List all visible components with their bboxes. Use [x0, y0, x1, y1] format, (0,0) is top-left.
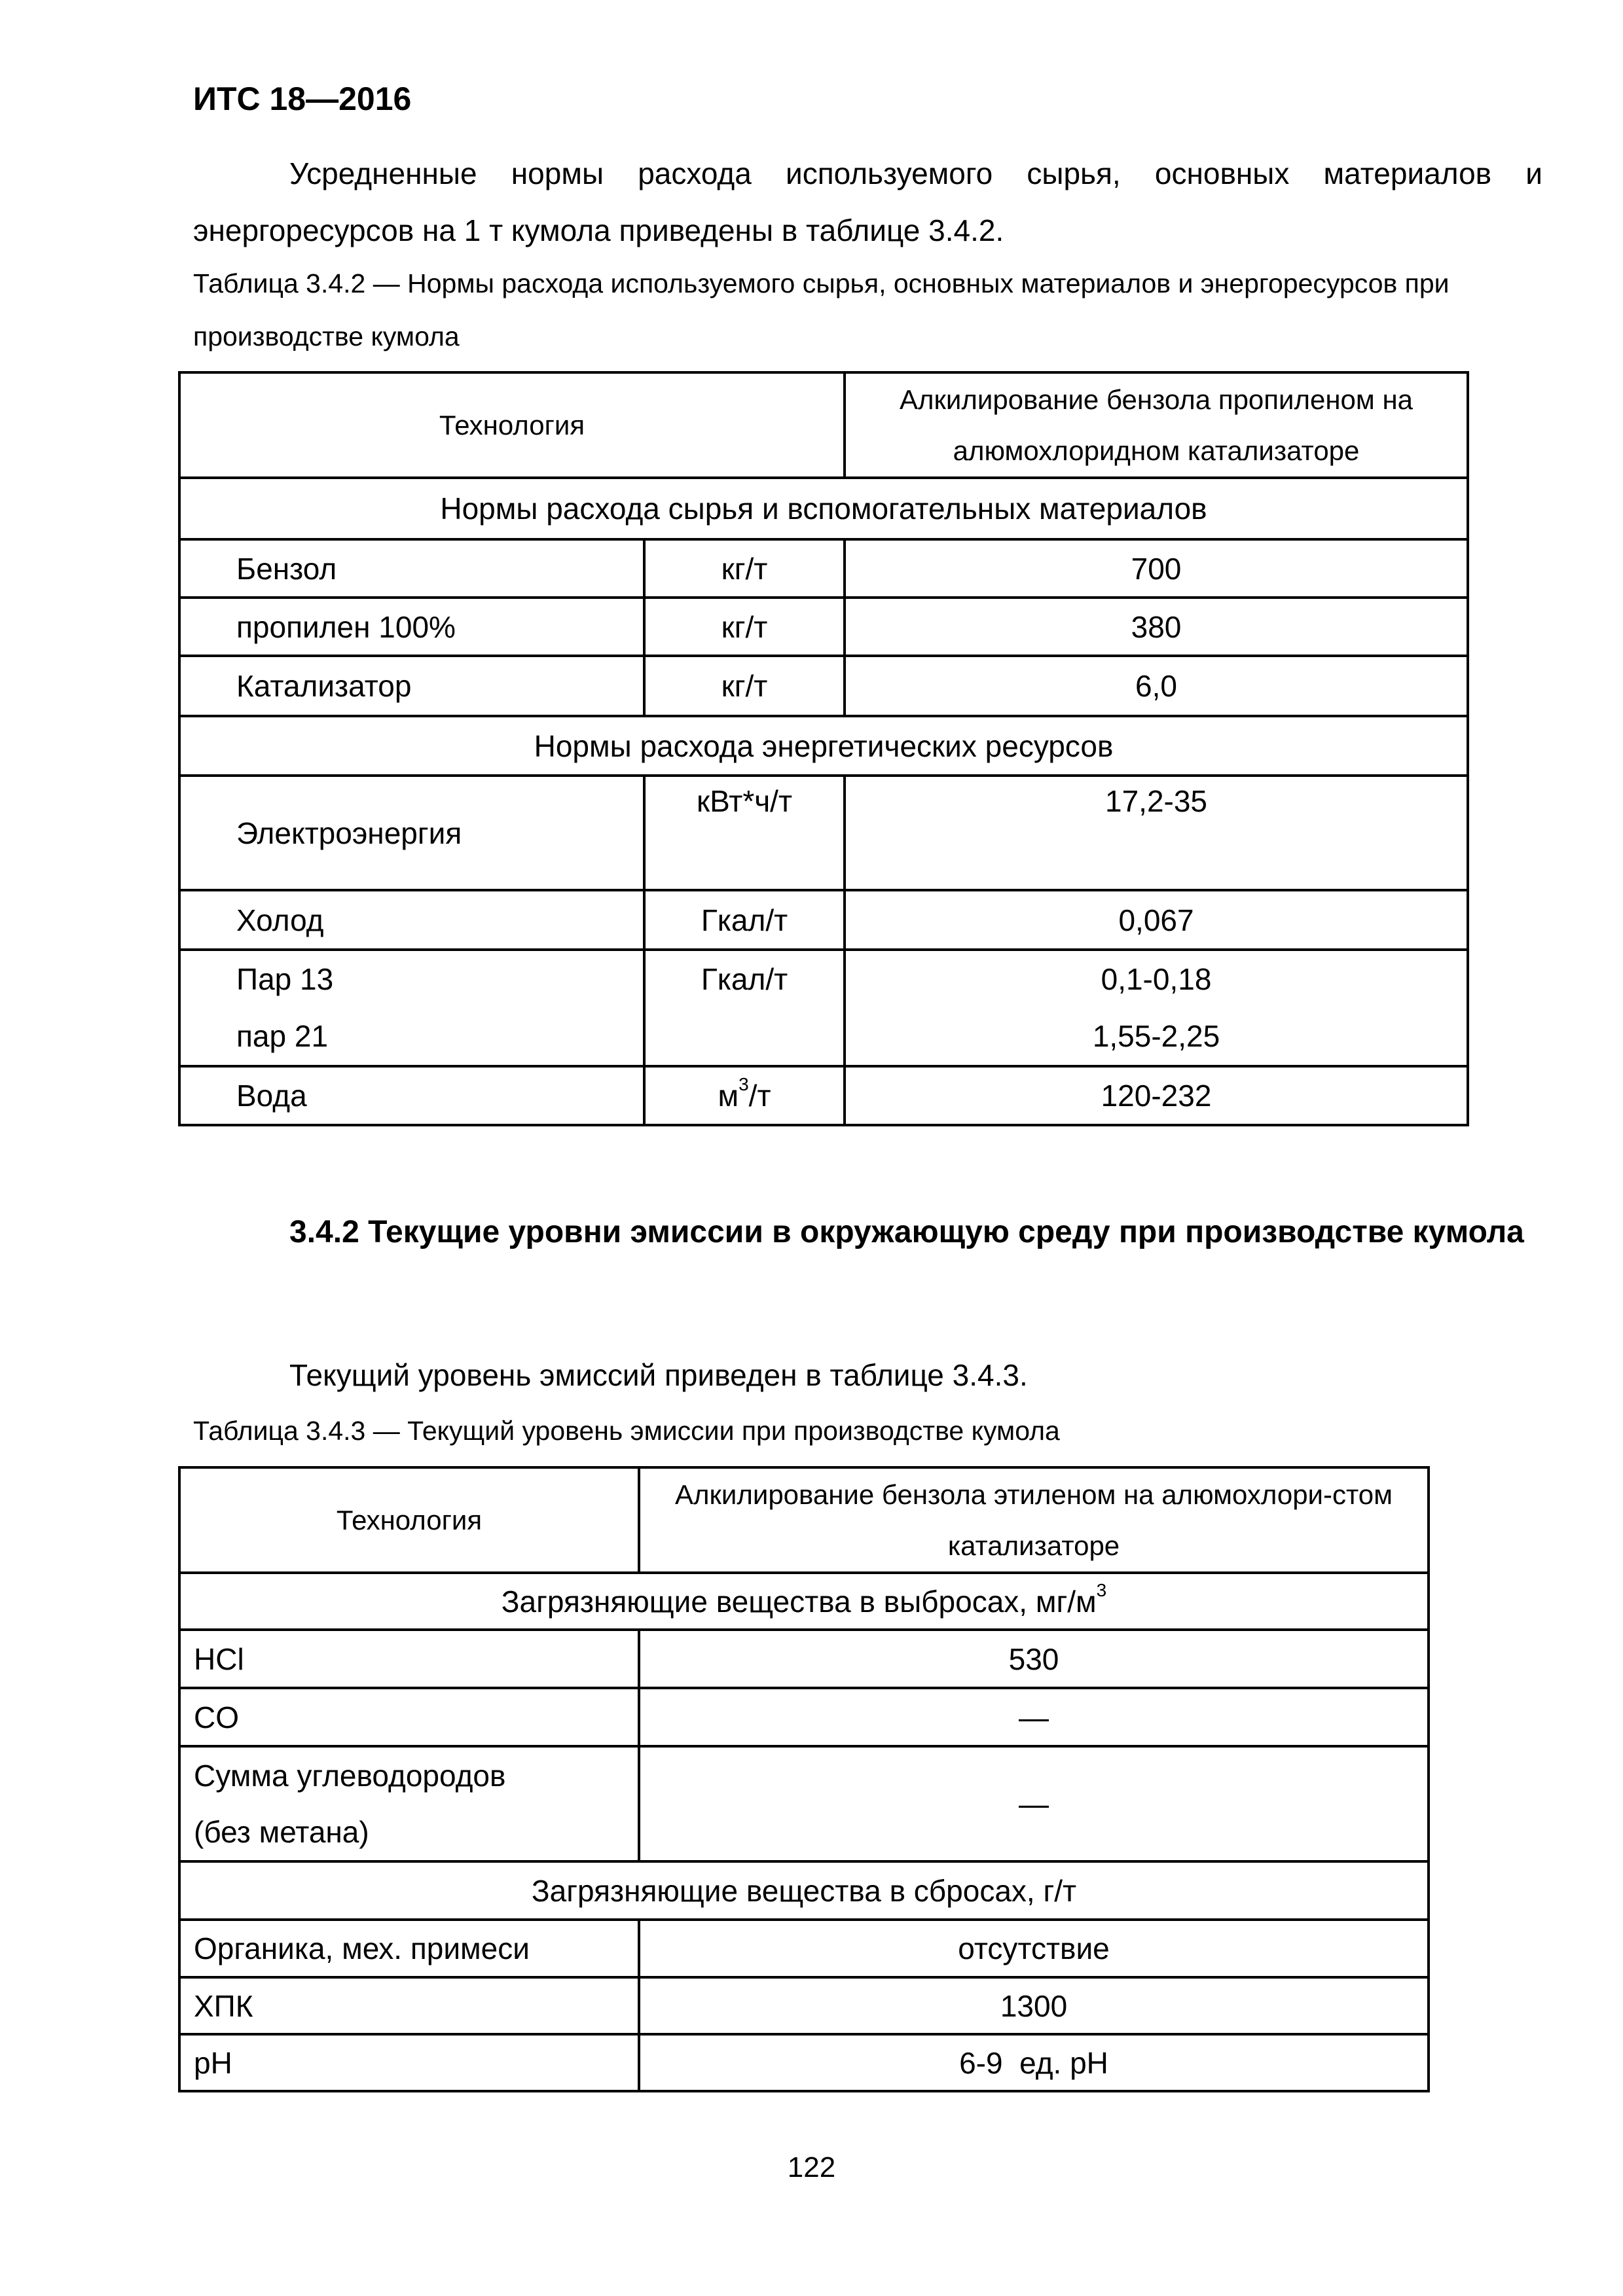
cell-name: Электроэнергия: [179, 776, 644, 890]
cell-unit: Гкал/т: [644, 890, 845, 950]
cell-name: Катализатор: [179, 656, 644, 716]
header-process: Алкилирование бензола пропиленом на алюмохлоридном катализаторе: [845, 372, 1468, 478]
unit-superscript: 3: [739, 1074, 749, 1094]
cell-value: 1300: [639, 1977, 1429, 2034]
header-technology: Технология: [179, 372, 845, 478]
cell-unit: кг/т: [644, 656, 845, 716]
cell-name-line1: Пар 13: [236, 962, 334, 996]
cell-value: 6,0: [845, 656, 1468, 716]
table-row: [179, 656, 1468, 716]
table-row: [179, 2034, 1429, 2091]
cell-name: pH: [179, 2034, 639, 2091]
section-text: Загрязняющие вещества в выбросах, мг/м: [501, 1584, 1097, 1619]
cell-name-line2: пар 21: [236, 1019, 329, 1053]
cell-name: HCl: [179, 1630, 639, 1688]
cell-name: Органика, мех. примеси: [179, 1920, 639, 1977]
table-row: [179, 539, 1468, 598]
cell-value: [845, 950, 1468, 1066]
header-process: Алкилирование бензола этиленом на алюмохлори-стом катализаторе: [639, 1467, 1429, 1573]
table1-caption: Таблица 3.4.2 — Нормы расхода используемого сырья, основных материалов и энергоресурсов при производстве кумола: [193, 268, 1450, 351]
page-number: 122: [787, 2151, 836, 2183]
cell-name-line2: (без метана): [194, 1815, 369, 1849]
table-row: [179, 1688, 1429, 1746]
cell-name: [179, 950, 644, 1066]
unit-rest: /т: [748, 1079, 771, 1113]
section-raw-materials: Нормы расхода сырья и вспомогательных материалов: [179, 478, 1468, 539]
emissions-paragraph: Текущий уровень эмиссий приведен в таблице 3.4.3.: [289, 1358, 1028, 1392]
cell-unit: [644, 1066, 845, 1125]
cell-unit: кг/т: [644, 539, 845, 598]
cell-name: пропилен 100%: [179, 598, 644, 656]
section-air-emissions: [179, 1573, 1429, 1630]
section-energy: Нормы расхода энергетических ресурсов: [179, 716, 1468, 776]
cell-name: [179, 1746, 639, 1861]
cell-value: 530: [639, 1630, 1429, 1688]
table-row: [179, 776, 1468, 890]
cell-value: отсутствие: [639, 1920, 1429, 1977]
table-row: [179, 1630, 1429, 1688]
table-row: [179, 598, 1468, 656]
cell-value: 700: [845, 539, 1468, 598]
cell-value: 380: [845, 598, 1468, 656]
table-3-4-3: [178, 1466, 1430, 2092]
cell-value-line1: 0,1-0,18: [1101, 962, 1212, 996]
header-technology: Технология: [179, 1467, 639, 1573]
cell-name: CO: [179, 1688, 639, 1746]
section-water-discharges: Загрязняющие вещества в сбросах, г/т: [179, 1861, 1429, 1920]
document-header: ИТС 18—2016: [193, 81, 412, 117]
cell-value-line2: 1,55-2,25: [1092, 1019, 1220, 1053]
table-row: [179, 950, 1468, 1066]
cell-name: Бензол: [179, 539, 644, 598]
table-row: [179, 1977, 1429, 2034]
table-row: [179, 890, 1468, 950]
cell-name: Вода: [179, 1066, 644, 1125]
cell-unit: Гкал/т: [644, 950, 845, 1066]
cell-unit: кг/т: [644, 598, 845, 656]
section-heading: 3.4.2 Текущие уровни эмиссии в окружающую среду при производстве кумола: [289, 1215, 1524, 1249]
cell-name-line1: Сумма углеводородов: [194, 1759, 506, 1793]
cell-value: 17,2-35: [845, 776, 1468, 890]
table-row: [179, 1746, 1429, 1861]
unit-base: м: [718, 1079, 739, 1113]
intro-paragraph: Усредненные нормы расхода используемого сырья, основных материалов и энергоресурсов на 1 т кумола приведены в таблице 3.4.2.: [193, 156, 1542, 247]
cell-value: —: [639, 1688, 1429, 1746]
table2-caption: Таблица 3.4.3 — Текущий уровень эмиссии при производстве кумола: [193, 1416, 1060, 1446]
table-row: [179, 1066, 1468, 1125]
table-row: [179, 1920, 1429, 1977]
cell-unit: кВт*ч/т: [644, 776, 845, 890]
cell-value: 6-9 ед. pH: [639, 2034, 1429, 2091]
cell-name: ХПК: [179, 1977, 639, 2034]
table-3-4-2: [178, 371, 1469, 1126]
cell-value: 0,067: [845, 890, 1468, 950]
cell-value: —: [639, 1746, 1429, 1861]
cell-value: 120-232: [845, 1066, 1468, 1125]
superscript: 3: [1096, 1579, 1107, 1600]
cell-name: Холод: [179, 890, 644, 950]
